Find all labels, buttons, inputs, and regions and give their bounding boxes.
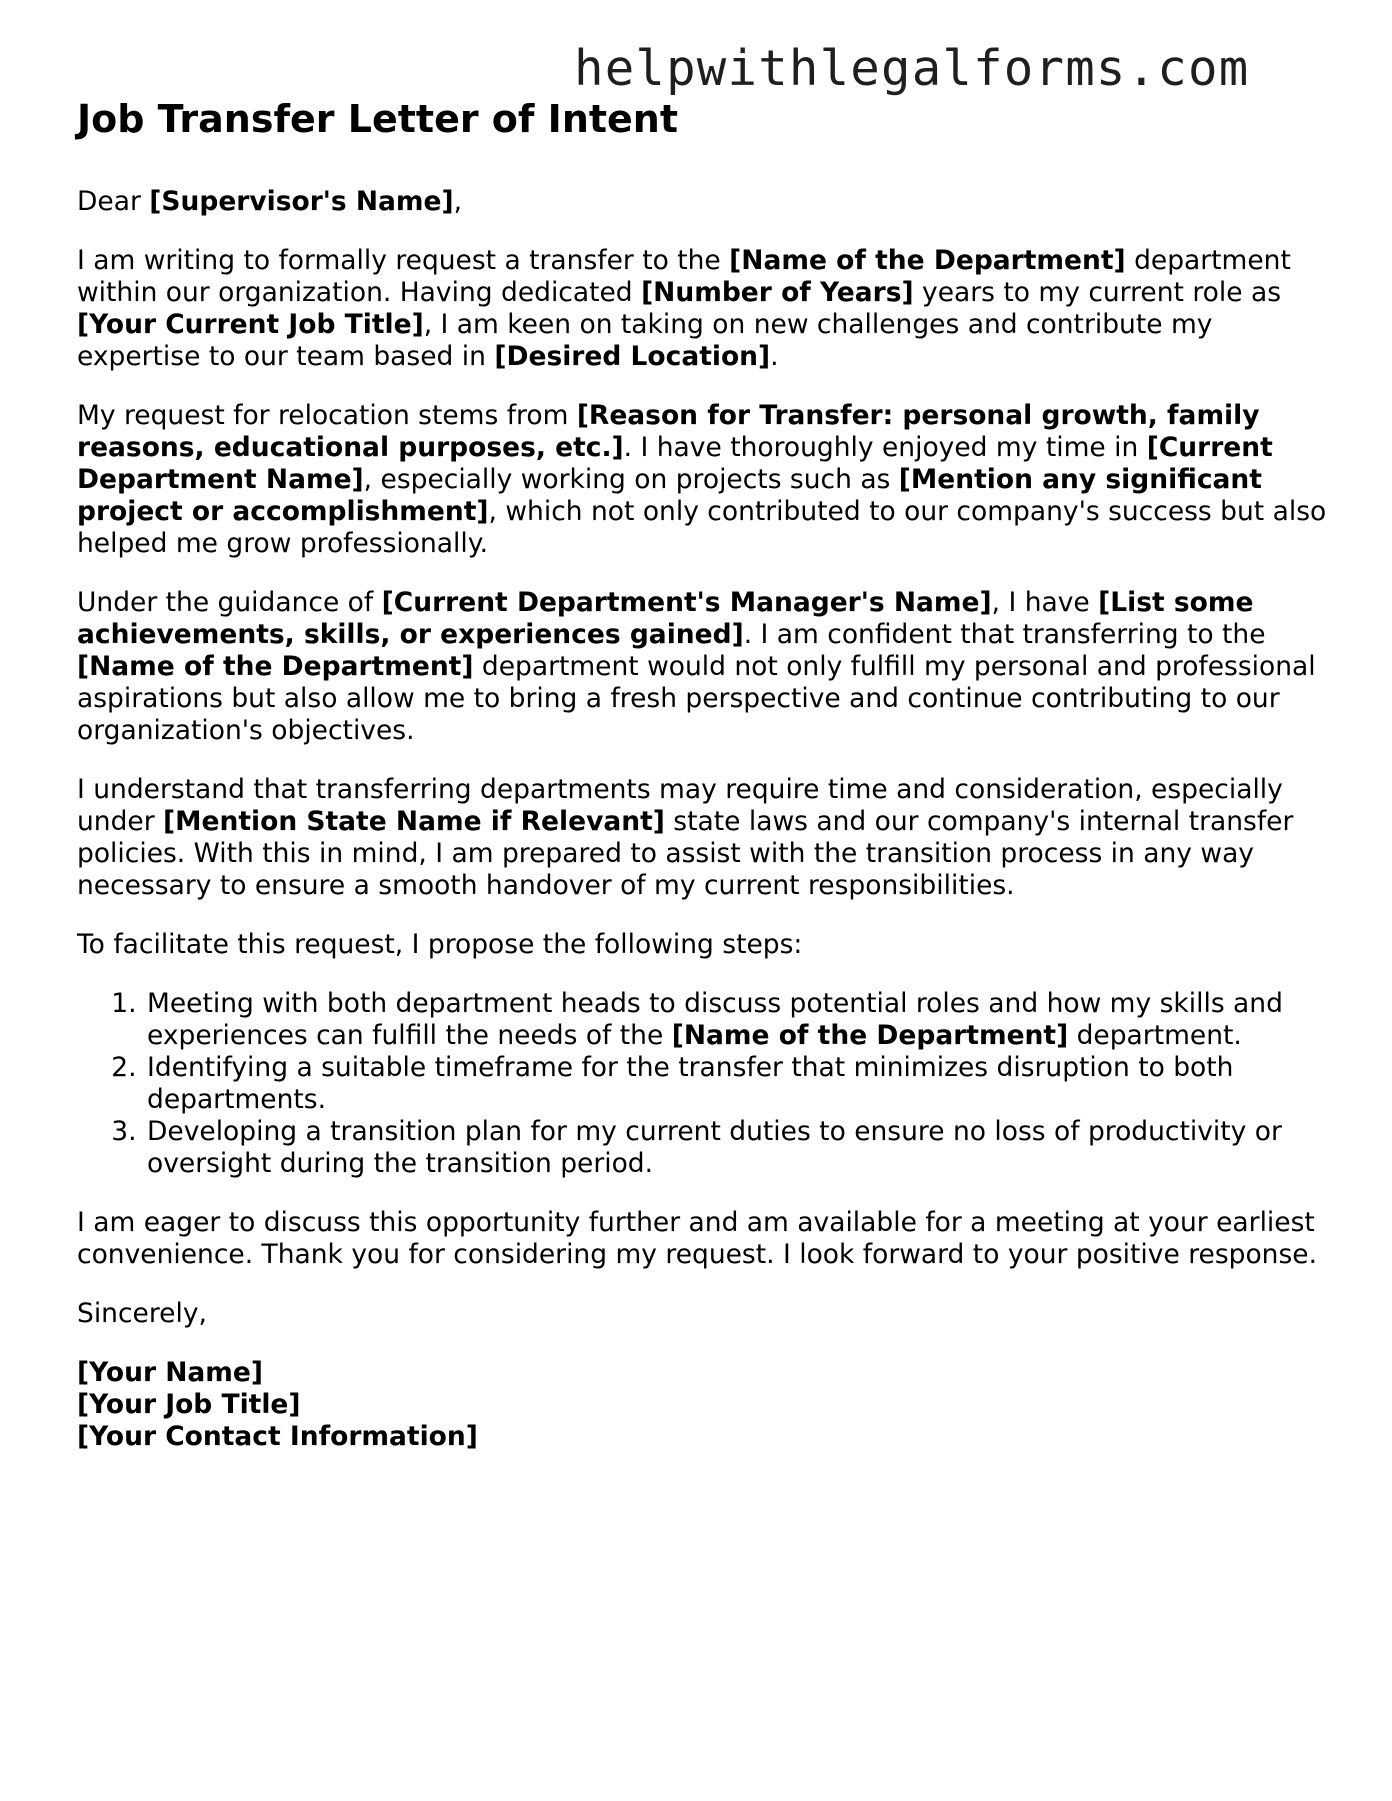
- salutation-prefix: Dear: [77, 186, 150, 217]
- number-of-years-placeholder: [Number of Years]: [641, 277, 914, 308]
- text-span: state laws and our company's internal transfer policies. With this in mind, I am prepared to assist with the transition process in any way necessary to ensure a smooth handover of my current responsibilities.: [77, 806, 1294, 901]
- list-item: 3. Developing a transition plan for my current duties to ensure no loss of productivity or oversight during the transition period.: [145, 1116, 1327, 1180]
- contact-info-placeholder: [Your Contact Information]: [77, 1421, 478, 1452]
- text-span: , I have: [991, 587, 1099, 618]
- your-name-placeholder: [Your Name]: [77, 1357, 263, 1388]
- list-item: [145, 988, 1327, 1052]
- department-name-placeholder: [Name of the Department]: [77, 651, 474, 682]
- text-span: I understand that transferring departments may require time and consideration, especially under: [77, 774, 1283, 837]
- document-title: Job Transfer Letter of Intent: [77, 97, 679, 141]
- paragraph-consideration: [77, 774, 1327, 902]
- letter-body: [77, 96, 1327, 1480]
- steps-list: [77, 988, 1327, 1180]
- text-span: department.: [1068, 1020, 1242, 1051]
- text-span: Meeting with both department heads to discuss potential roles and how my skills and experiences can fulfill the needs of the: [147, 988, 1283, 1051]
- department-name-placeholder: [Name of the Department]: [729, 245, 1126, 276]
- text-span: . I am confident that transferring to the: [743, 619, 1266, 650]
- department-name-placeholder: [Name of the Department]: [671, 1020, 1069, 1051]
- signature-block: [77, 1357, 1327, 1453]
- project-placeholder: [Mention any significant project or accomplishment]: [77, 464, 1262, 527]
- paragraph-request: [77, 245, 1327, 373]
- text-span: Under the guidance of: [77, 587, 382, 618]
- text-span: My request for relocation stems from: [77, 400, 577, 431]
- salutation: [77, 186, 1327, 218]
- watermark-text: helpwithlegalforms.com: [574, 40, 1250, 97]
- your-job-title-placeholder: [Your Job Title]: [77, 1389, 301, 1420]
- text-span: I am writing to formally request a transfer to the: [77, 245, 730, 276]
- text-span: department would not only fulfill my personal and professional aspirations but also allow me to bring a fresh perspective and continue contributing to our organization's objectives.: [77, 651, 1316, 746]
- text-span: , I am keen on taking on new challenges and contribute my expertise to our team based in: [77, 309, 1213, 372]
- state-name-placeholder: [Mention State Name if Relevant]: [163, 806, 665, 837]
- manager-name-placeholder: [Current Department's Manager's Name]: [381, 587, 992, 618]
- paragraph-steps-intro: To facilitate this request, I propose the following steps:: [77, 929, 803, 960]
- list-item: 2. Identifying a suitable timeframe for the transfer that minimizes disruption to both departments.: [145, 1052, 1327, 1116]
- current-department-placeholder: [Current Department Name]: [77, 432, 1273, 495]
- text-span: .: [770, 341, 779, 372]
- supervisor-name-placeholder: [Supervisor's Name]: [149, 186, 454, 217]
- text-span: department within our organization. Having dedicated: [77, 245, 1291, 308]
- reason-placeholder: [Reason for Transfer: personal growth, family reasons, educational purposes, etc.]: [77, 400, 1260, 463]
- text-span: , especially working on projects such as: [363, 464, 899, 495]
- desired-location-placeholder: [Desired Location]: [494, 341, 771, 372]
- closing: Sincerely,: [77, 1298, 207, 1329]
- achievements-placeholder: [List some achievements, skills, or experiences gained]: [77, 587, 1254, 650]
- text-span: . I have thoroughly enjoyed my time in: [623, 432, 1147, 463]
- current-job-title-placeholder: [Your Current Job Title]: [77, 309, 424, 340]
- text-span: , which not only contributed to our company's success but also helped me grow professionally.: [77, 496, 1327, 559]
- paragraph-achievements: [77, 587, 1327, 747]
- text-span: years to my current role as: [913, 277, 1281, 308]
- paragraph-reason: [77, 400, 1327, 560]
- paragraph-closing-remarks: I am eager to discuss this opportunity further and am available for a meeting at your earliest convenience. Thank you for considering my request. I look forward to your positive response.: [77, 1207, 1317, 1270]
- salutation-suffix: ,: [453, 186, 463, 217]
